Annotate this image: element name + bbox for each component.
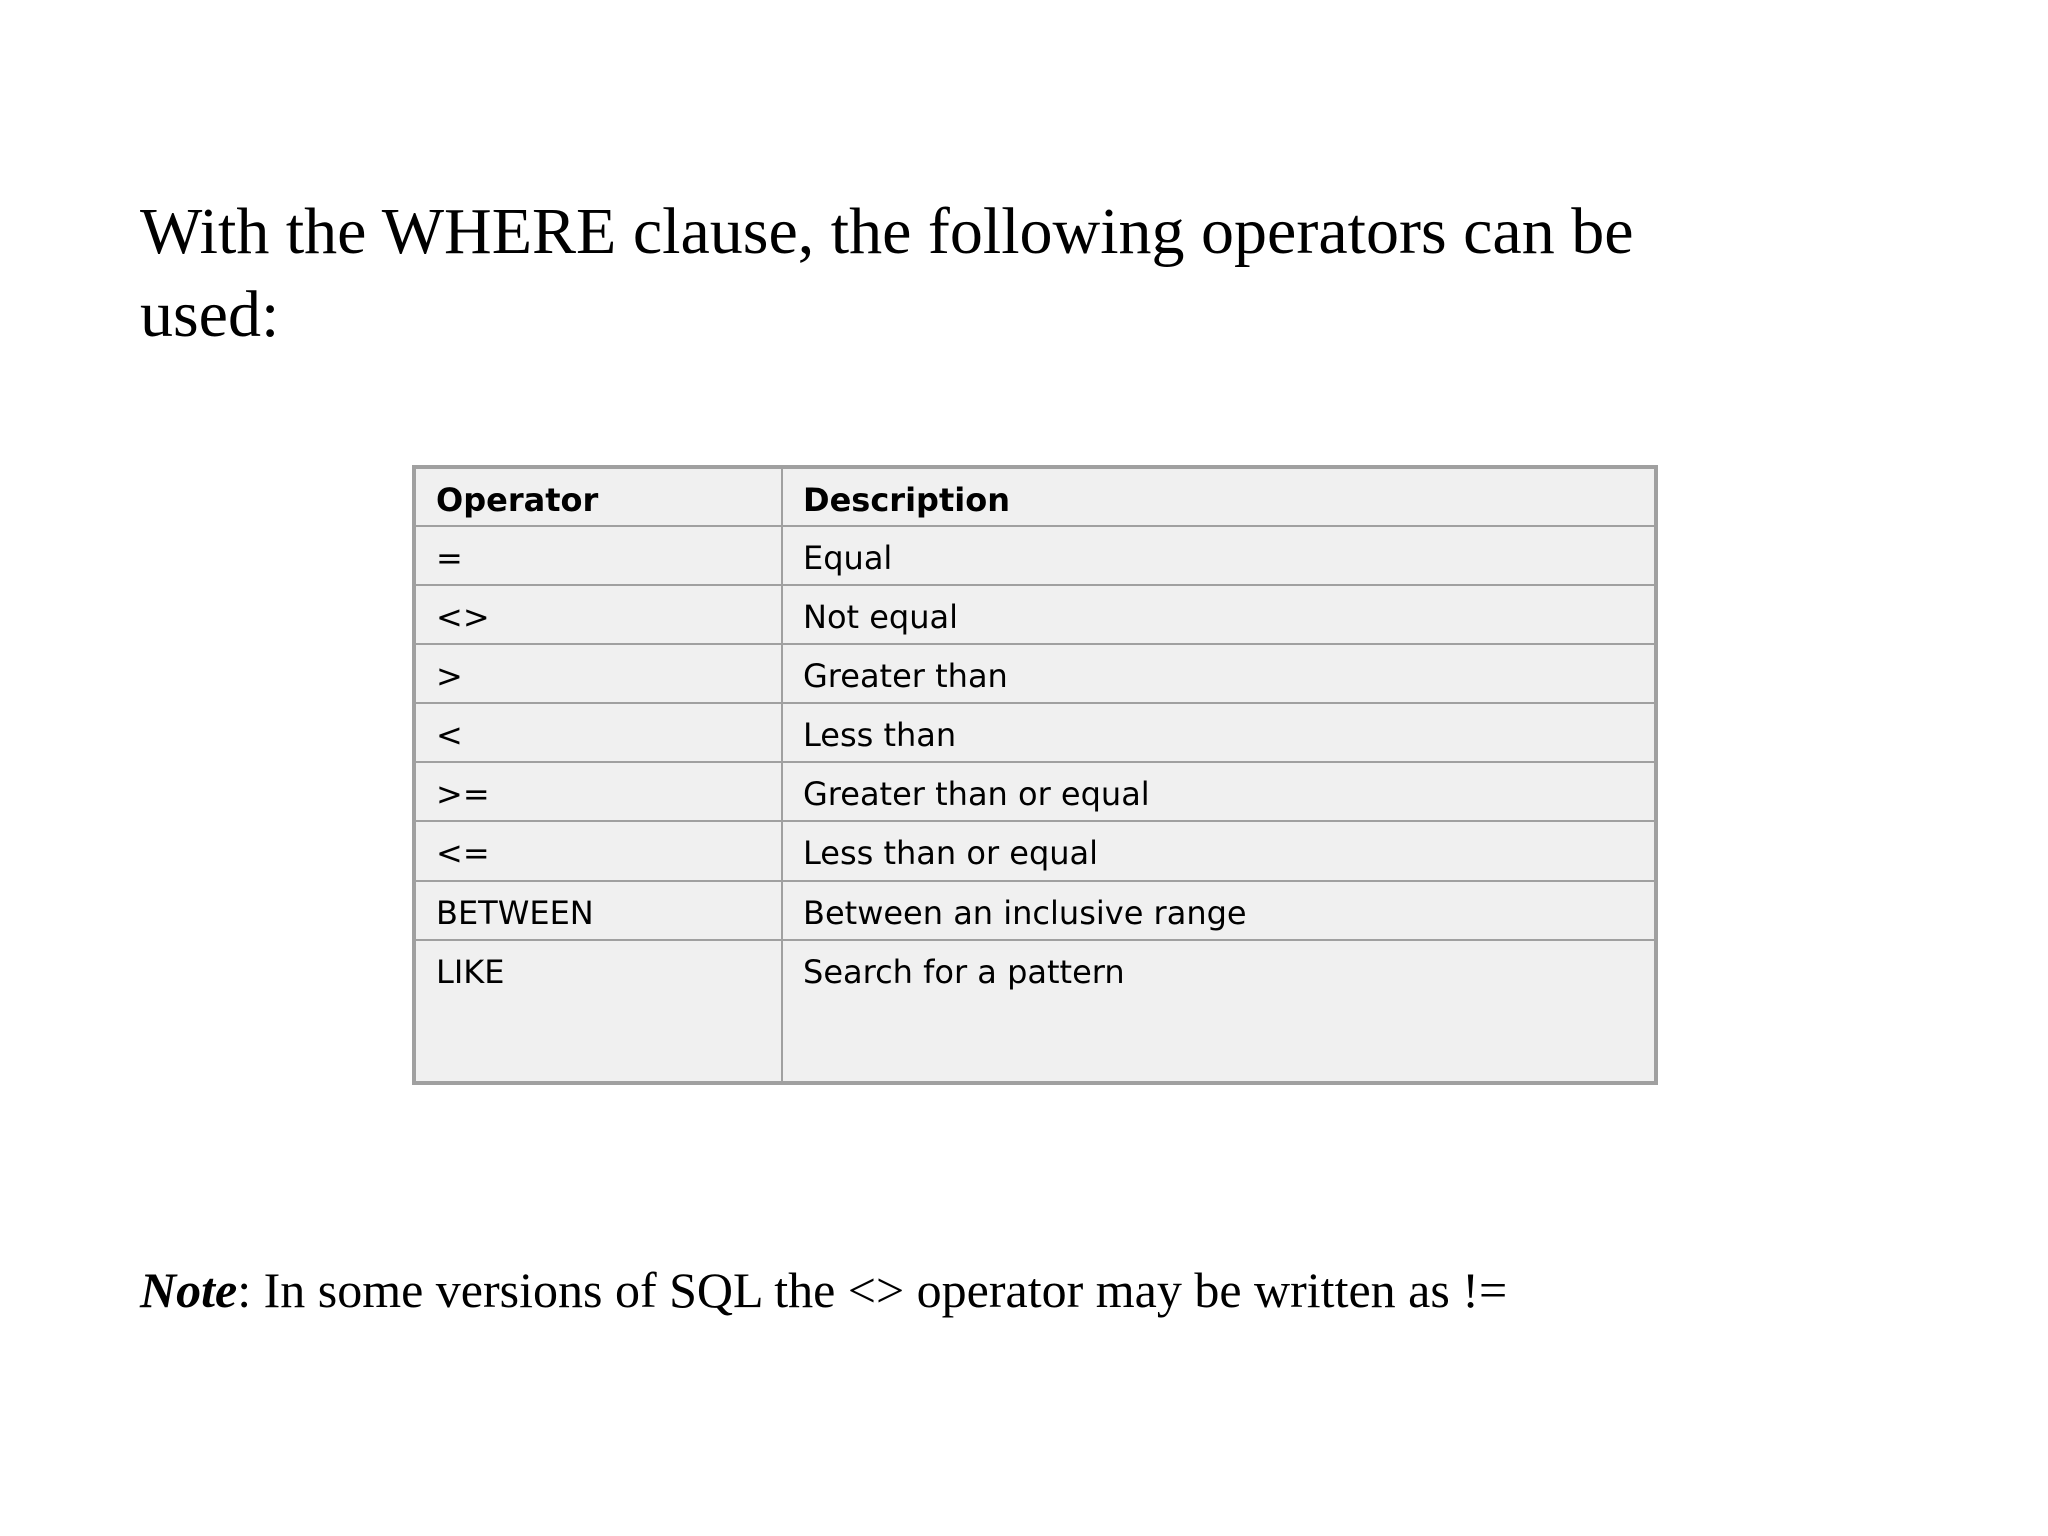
description-cell: Between an inclusive range bbox=[782, 881, 1656, 940]
description-cell: Not equal bbox=[782, 585, 1656, 644]
operators-table bbox=[412, 465, 1658, 1085]
table-row bbox=[414, 762, 1656, 821]
page-title: With the WHERE clause, the following operators can be used: bbox=[140, 195, 1634, 351]
table-header-row bbox=[414, 467, 1656, 526]
operator-cell: BETWEEN bbox=[414, 881, 782, 940]
operator-cell: < bbox=[414, 703, 782, 762]
table-row bbox=[414, 940, 1656, 1083]
table-row bbox=[414, 526, 1656, 585]
note-text: : In some versions of SQL the <> operator may be written as != bbox=[237, 1262, 1508, 1318]
table-row bbox=[414, 644, 1656, 703]
description-cell: Greater than or equal bbox=[782, 762, 1656, 821]
operator-cell: > bbox=[414, 644, 782, 703]
description-cell: Search for a pattern bbox=[782, 940, 1656, 1083]
operator-cell: >= bbox=[414, 762, 782, 821]
note-label: Note bbox=[140, 1262, 238, 1318]
description-cell: Greater than bbox=[782, 644, 1656, 703]
note-paragraph bbox=[140, 1260, 1507, 1320]
operator-cell: <= bbox=[414, 821, 782, 880]
operator-cell: <> bbox=[414, 585, 782, 644]
table-row bbox=[414, 821, 1656, 880]
table-row bbox=[414, 585, 1656, 644]
operator-cell: = bbox=[414, 526, 782, 585]
description-cell: Equal bbox=[782, 526, 1656, 585]
description-cell: Less than or equal bbox=[782, 821, 1656, 880]
table-row bbox=[414, 881, 1656, 940]
operator-cell: LIKE bbox=[414, 940, 782, 1083]
table-row bbox=[414, 703, 1656, 762]
column-header-description: Description bbox=[782, 467, 1656, 526]
description-cell: Less than bbox=[782, 703, 1656, 762]
column-header-operator: Operator bbox=[414, 467, 782, 526]
